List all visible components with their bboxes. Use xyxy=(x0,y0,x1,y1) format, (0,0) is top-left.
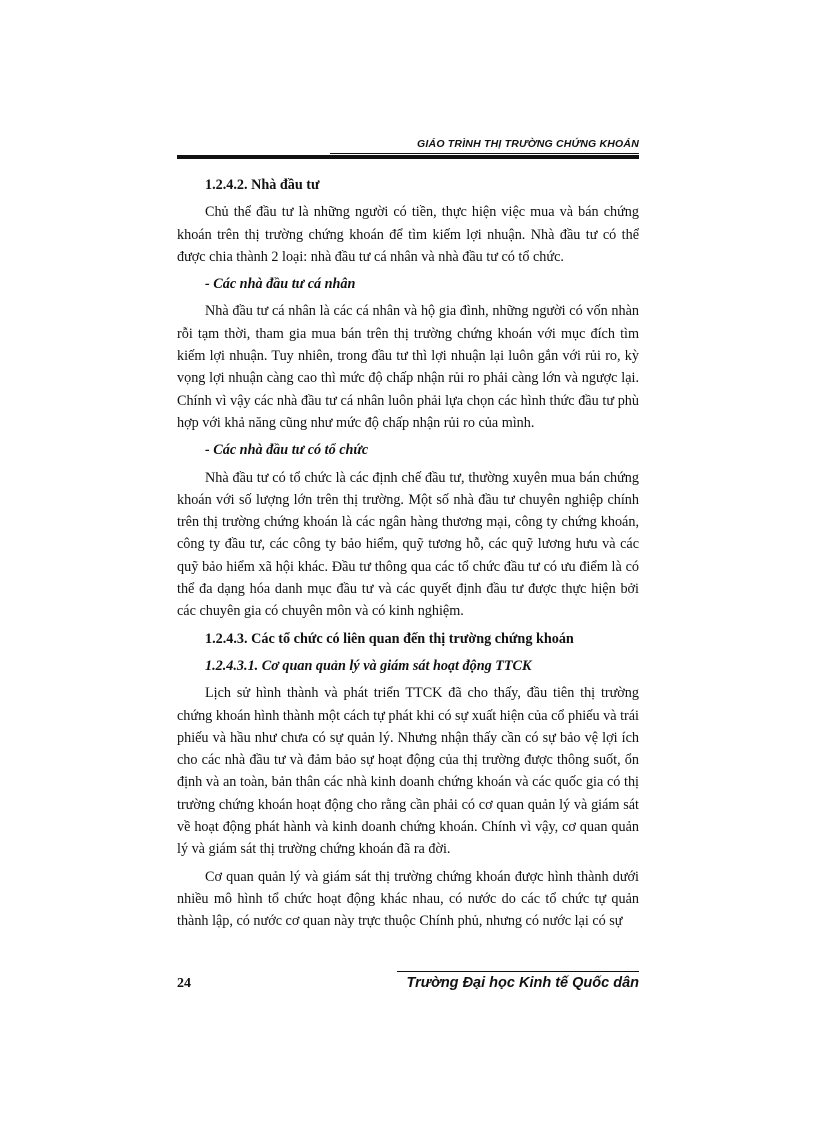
subheading-individual-investors: - Các nhà đầu tư cá nhân xyxy=(205,276,356,293)
section-heading-1-2-4-3: 1.2.4.3. Các tổ chức có liên quan đến thị trường chứng khoán xyxy=(205,630,574,647)
page-body xyxy=(177,174,639,933)
header-rule-thick xyxy=(177,155,639,159)
paragraph-individual-investors: Nhà đầu tư cá nhân là các cá nhân và hộ gia đình, những người có vốn nhàn rỗi tạm thời, tham gia mua bán trên thị trường chứng khoán với mục đích tìm kiếm lợi nhuận. Tuy nhiên, trong đầu tư thì lợi nhuận lại luôn gắn với rủi ro, kỳ vọng lợi nhuận càng cao thì mức độ chấp nhận rủi ro phải càng lớn và ngược lại. Chính vì vậy các nhà đầu tư cá nhân luôn phải lựa chọn các hình thức đầu tư phù hợp với khả năng cũng như mức độ chấp nhận rủi ro của mình. xyxy=(177,303,639,431)
section-heading-1-2-4-3-1: 1.2.4.3.1. Cơ quan quản lý và giám sát hoạt động TTCK xyxy=(205,657,532,674)
page-number: 24 xyxy=(177,976,191,991)
running-foot-publisher: Trường Đại học Kinh tế Quốc dân xyxy=(406,975,639,991)
footer-rule xyxy=(397,971,639,972)
subheading-institutional-investors: - Các nhà đầu tư có tổ chức xyxy=(205,442,369,459)
running-head-title: GIÁO TRÌNH THỊ TRƯỜNG CHỨNG KHOÁN xyxy=(417,138,639,150)
paragraph-regulator-models: Cơ quan quản lý và giám sát thị trường chứng khoán được hình thành dưới nhiều mô hình tổ chức hoạt động khác nhau, có nước do các tổ chức tự quản thành lập, có nước cơ quan này trực thuộc Chính phủ, nhưng có nước lại có sự xyxy=(177,868,639,930)
paragraph-regulator-history: Lịch sử hình thành và phát triển TTCK đã cho thấy, đầu tiên thị trường chứng khoán hình thành một cách tự phát khi có sự xuất hiện của cổ phiếu và trái phiếu và hầu như chưa có sự quản lý. Nhưng nhận thấy cần có sự bảo vệ lợi ích cho các nhà đầu tư và đảm bảo sự hoạt động của thị trường được thông suốt, ổn định và an toàn, bản thân các nhà kinh doanh chứng khoán và các quốc gia có thị trường chứng khoán hoạt động cho rằng cần phải có cơ quan quản lý và giám sát về hoạt động phát hành và kinh doanh chứng khoán. Chính vì vậy, cơ quan quản lý và giám sát thị trường chứng khoán đã ra đời. xyxy=(177,685,639,858)
paragraph-institutional-investors: Nhà đầu tư có tổ chức là các định chế đầu tư, thường xuyên mua bán chứng khoán với số lượng lớn trên thị trường. Một số nhà đầu tư chuyên nghiệp chính trên thị trường chứng khoán là các ngân hàng thương mại, công ty chứng khoán, công ty đầu tư, các công ty bảo hiểm, quỹ tương hỗ, các quỹ lương hưu và các quỹ bảo hiểm xã hội khác. Đầu tư thông qua các tổ chức đầu tư có ưu điểm là có thể đa dạng hóa danh mục đầu tư và các quyết định đầu tư được thực hiện bởi các chuyên gia có chuyên môn và có kinh nghiệm. xyxy=(177,469,639,620)
paragraph-investor-intro: Chủ thể đầu tư là những người có tiền, thực hiện việc mua và bán chứng khoán trên thị trường chứng khoán để tìm kiếm lợi nhuận. Nhà đầu tư có thể được chia thành 2 loại: nhà đầu tư cá nhân và nhà đầu tư có tổ chức. xyxy=(177,204,639,265)
section-heading-1-2-4-2: 1.2.4.2. Nhà đầu tư xyxy=(205,177,320,193)
header-rule-thin xyxy=(330,153,639,154)
